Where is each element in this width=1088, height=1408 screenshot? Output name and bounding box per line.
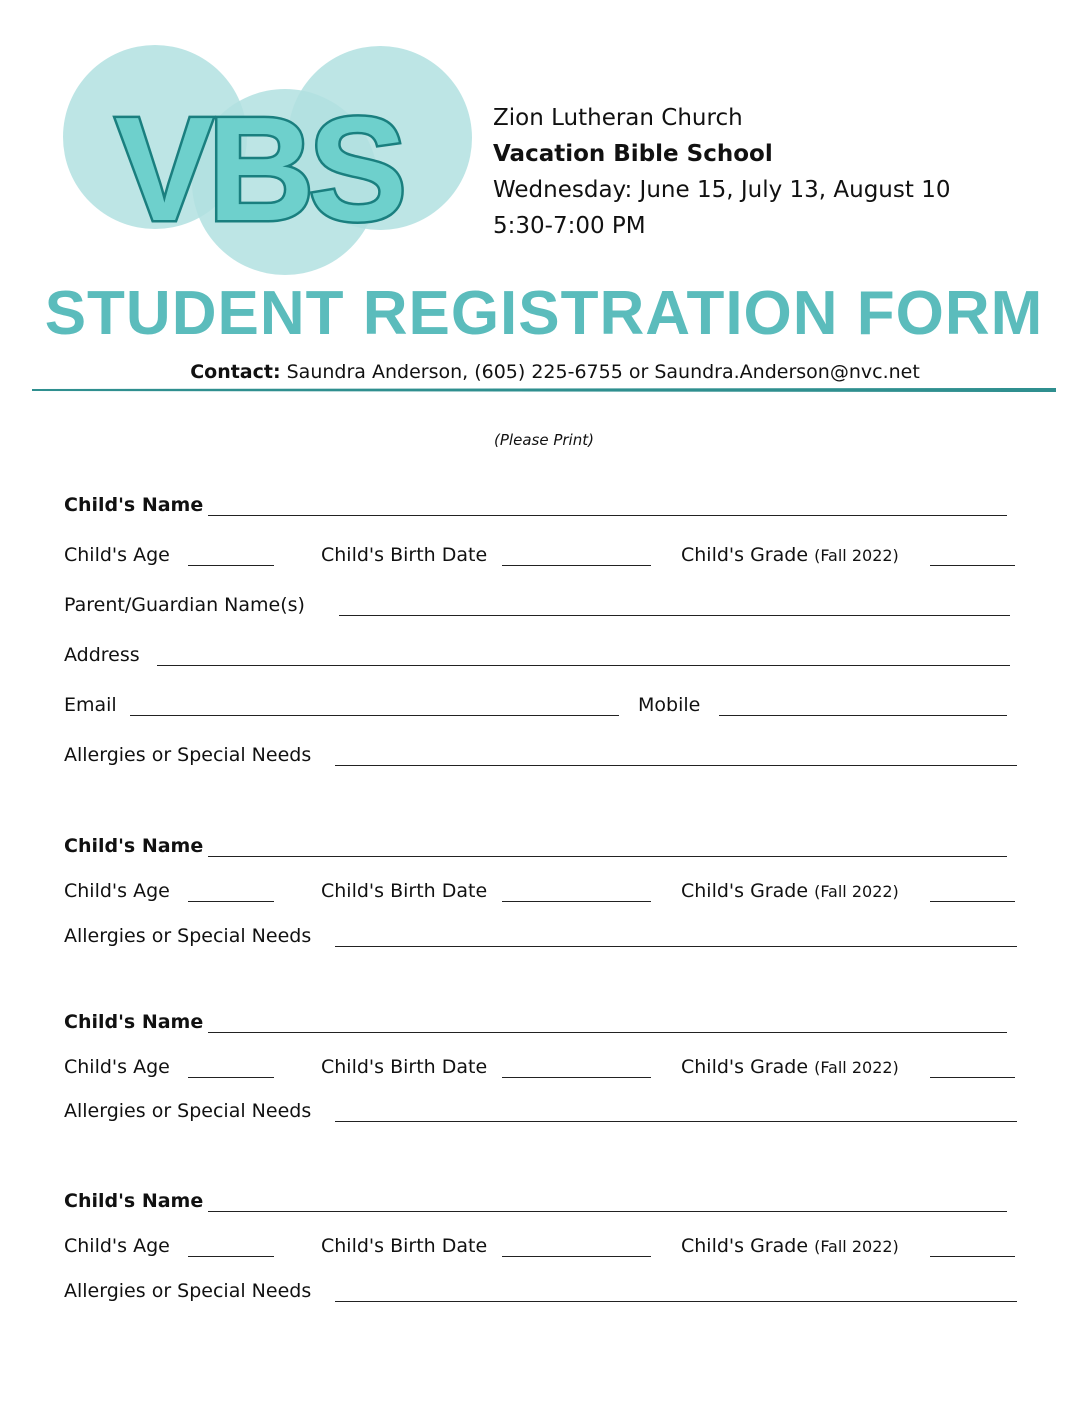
allergies-field[interactable]	[335, 946, 1017, 947]
child-name-field[interactable]	[208, 856, 1007, 857]
child-name-field[interactable]	[208, 1032, 1007, 1033]
header-rule	[32, 388, 1056, 392]
birth-date-field[interactable]	[502, 565, 651, 566]
grade-field[interactable]	[930, 565, 1015, 566]
child-age-field[interactable]	[188, 1256, 274, 1257]
contact-details: Saundra Anderson, (605) 225-6755 or Saundra.Anderson@nvc.net	[286, 361, 920, 383]
program-name: Vacation Bible School	[493, 141, 773, 167]
grade-field[interactable]	[930, 901, 1015, 902]
child-name-field[interactable]	[208, 515, 1007, 516]
child-name-field[interactable]	[208, 1211, 1007, 1212]
child-age-field[interactable]	[188, 565, 274, 566]
allergies-field[interactable]	[335, 1121, 1017, 1122]
email-field[interactable]	[130, 715, 619, 716]
allergies-label: Allergies or Special Needs	[64, 744, 312, 766]
mobile-label: Mobile	[638, 694, 701, 716]
child-age-label: Child's Age	[64, 880, 170, 902]
birth-date-label: Child's Birth Date	[321, 1056, 488, 1078]
please-print-note: (Please Print)	[494, 431, 594, 449]
birth-date-field[interactable]	[502, 901, 651, 902]
child-age-field[interactable]	[188, 901, 274, 902]
child-age-label: Child's Age	[64, 544, 170, 566]
child-age-field[interactable]	[188, 1077, 274, 1078]
contact-label: Contact:	[190, 361, 281, 383]
grade-label: Child's Grade (Fall 2022)	[681, 1235, 899, 1257]
vbs-logo	[60, 42, 480, 277]
mobile-field[interactable]	[719, 715, 1007, 716]
allergies-label: Allergies or Special Needs	[64, 1280, 312, 1302]
birth-date-field[interactable]	[502, 1256, 651, 1257]
child-name-label: Child's Name	[64, 494, 204, 516]
form-title: STUDENT REGISTRATION FORM	[44, 279, 1044, 348]
contact-line	[0, 361, 1088, 383]
parent-field[interactable]	[339, 615, 1010, 616]
allergies-field[interactable]	[335, 1301, 1017, 1302]
child-name-label: Child's Name	[64, 1011, 204, 1033]
birth-date-label: Child's Birth Date	[321, 1235, 488, 1257]
address-label: Address	[64, 644, 140, 666]
grade-label: Child's Grade (Fall 2022)	[681, 880, 899, 902]
grade-label: Child's Grade (Fall 2022)	[681, 544, 899, 566]
program-dates: Wednesday: June 15, July 13, August 10	[493, 177, 951, 203]
program-time: 5:30-7:00 PM	[493, 213, 646, 239]
grade-label: Child's Grade (Fall 2022)	[681, 1056, 899, 1078]
birth-date-label: Child's Birth Date	[321, 880, 488, 902]
allergies-field[interactable]	[335, 765, 1017, 766]
birth-date-field[interactable]	[502, 1077, 651, 1078]
parent-label: Parent/Guardian Name(s)	[64, 594, 305, 616]
allergies-label: Allergies or Special Needs	[64, 925, 312, 947]
child-age-label: Child's Age	[64, 1056, 170, 1078]
email-label: Email	[64, 694, 117, 716]
child-name-label: Child's Name	[64, 835, 204, 857]
vbs-logo-text: VBS	[114, 87, 402, 252]
grade-field[interactable]	[930, 1256, 1015, 1257]
grade-field[interactable]	[930, 1077, 1015, 1078]
birth-date-label: Child's Birth Date	[321, 544, 488, 566]
child-age-label: Child's Age	[64, 1235, 170, 1257]
church-name: Zion Lutheran Church	[493, 105, 743, 131]
address-field[interactable]	[157, 665, 1010, 666]
child-name-label: Child's Name	[64, 1190, 204, 1212]
allergies-label: Allergies or Special Needs	[64, 1100, 312, 1122]
